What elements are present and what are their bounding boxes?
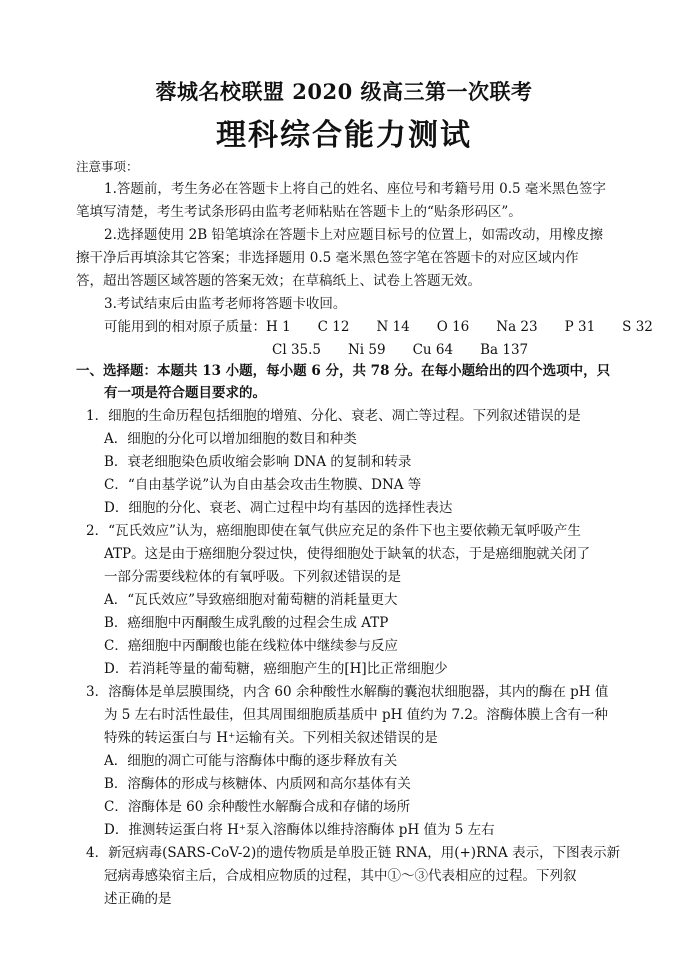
q3-option-c: C．溶酶体是 60 余种酸性水解酶合成和存储的场所 xyxy=(104,799,411,815)
q3-stem-line-2: 为 5 左右时活性最佳，但其周围细胞质基质中 pH 值约为 7.2。溶酶体膜上含有一种 xyxy=(104,707,608,723)
q3-option-d: D．推测转运蛋白将 H⁺泵入溶酶体以维持溶酶体 pH 值为 5 左右 xyxy=(104,822,495,838)
notes-heading: 注意事项： xyxy=(76,159,139,174)
q2-stem-line-3: 一部分需要线粒体的有氧呼吸。下列叙述错误的是 xyxy=(104,569,401,585)
exam-subtitle: 理科综合能力测试 xyxy=(216,118,472,153)
section-heading-line-2: 有一项是符合题目要求的。 xyxy=(104,385,266,401)
q4-stem-line-2: 冠病毒感染宿主后，合成相应物质的过程，其中①～③代表相应的过程。下列叙 xyxy=(104,868,577,884)
q4-stem-line-1: 4．新冠病毒(SARS-CoV-2)的遗传物质是单股正链 RNA，用(+)RNA 表示，下图表示新 xyxy=(86,845,621,861)
q1-option-a: A．细胞的分化可以增加细胞的数目和种类 xyxy=(104,431,357,447)
note-2-line-2: 擦干净后再填涂其它答案；非选择题用 0.5 毫米黑色签字笔在答题卡的对应区域内作 xyxy=(76,250,579,266)
atomic-mass-line-1: 可能用到的相对原子质量：H 1 C 12 N 14 O 16 Na 23 P 31 S 32 xyxy=(104,319,653,335)
note-1-line-2: 笔填写清楚，考生考试条形码由监考老师粘贴在答题卡上的“贴条形码区”。 xyxy=(76,204,522,220)
q3-stem-line-3: 特殊的转运蛋白与 H⁺运输有关。下列相关叙述错误的是 xyxy=(104,730,438,746)
q1-option-c: C．“自由基学说”认为自由基会攻击生物膜、DNA 等 xyxy=(104,477,422,493)
q1-option-d: D．细胞的分化、衰老、凋亡过程中均有基因的选择性表达 xyxy=(104,500,453,516)
q2-option-c: C．癌细胞中丙酮酸也能在线粒体中继续参与反应 xyxy=(104,638,398,654)
note-3: 3.考试结束后由监考老师将答题卡收回。 xyxy=(104,296,347,312)
exam-title: 蓉城名校联盟 2020 级高三第一次联考 xyxy=(155,79,533,104)
q2-stem-line-2: ATP。这是由于癌细胞分裂过快，使得细胞处于缺氧的状态，于是癌细胞就关闭了 xyxy=(104,546,591,562)
atomic-mass-line-2: Cl 35.5 Ni 59 Cu 64 Ba 137 xyxy=(272,342,529,358)
section-heading-line-1: 一、选择题：本题共 13 小题，每小题 6 分，共 78 分。在每小题给出的四个选项中，只 xyxy=(76,363,611,379)
note-2-line-3: 答，超出答题区域答题的答案无效；在草稿纸上、试卷上答题无效。 xyxy=(76,273,481,289)
q2-option-a: A．“瓦氏效应”导致癌细胞对葡萄糖的消耗量更大 xyxy=(104,592,398,608)
q1-option-b: B．衰老细胞染色质收缩会影响 DNA 的复制和转录 xyxy=(104,454,412,470)
q2-stem-line-1: 2．“瓦氏效应”认为，癌细胞即使在氧气供应充足的条件下也主要依赖无氧呼吸产生 xyxy=(86,523,581,539)
note-2-line-1: 2.选择题使用 2B 铅笔填涂在答题卡上对应题目标号的位置上，如需改动，用橡皮擦 xyxy=(104,227,603,243)
q4-stem-line-3: 述正确的是 xyxy=(104,891,172,907)
q2-option-b: B．癌细胞中丙酮酸生成乳酸的过程会生成 ATP xyxy=(104,615,389,631)
q2-option-d: D．若消耗等量的葡萄糖，癌细胞产生的[H]比正常细胞少 xyxy=(104,661,448,677)
q3-option-b: B．溶酶体的形成与核糖体、内质网和高尔基体有关 xyxy=(104,776,411,792)
q3-stem-line-1: 3．溶酶体是单层膜围绕，内含 60 余种酸性水解酶的囊泡状细胞器，其内的酶在 pH 值 xyxy=(86,684,609,700)
q3-option-a: A．细胞的凋亡可能与溶酶体中酶的逐步释放有关 xyxy=(104,753,398,769)
q1-stem: 1．细胞的生命历程包括细胞的增殖、分化、衰老、凋亡等过程。下列叙述错误的是 xyxy=(86,408,581,424)
note-1-line-1: 1.答题前，考生务必在答题卡上将自己的姓名、座位号和考籍号用 0.5 毫米黑色签字 xyxy=(104,181,606,197)
